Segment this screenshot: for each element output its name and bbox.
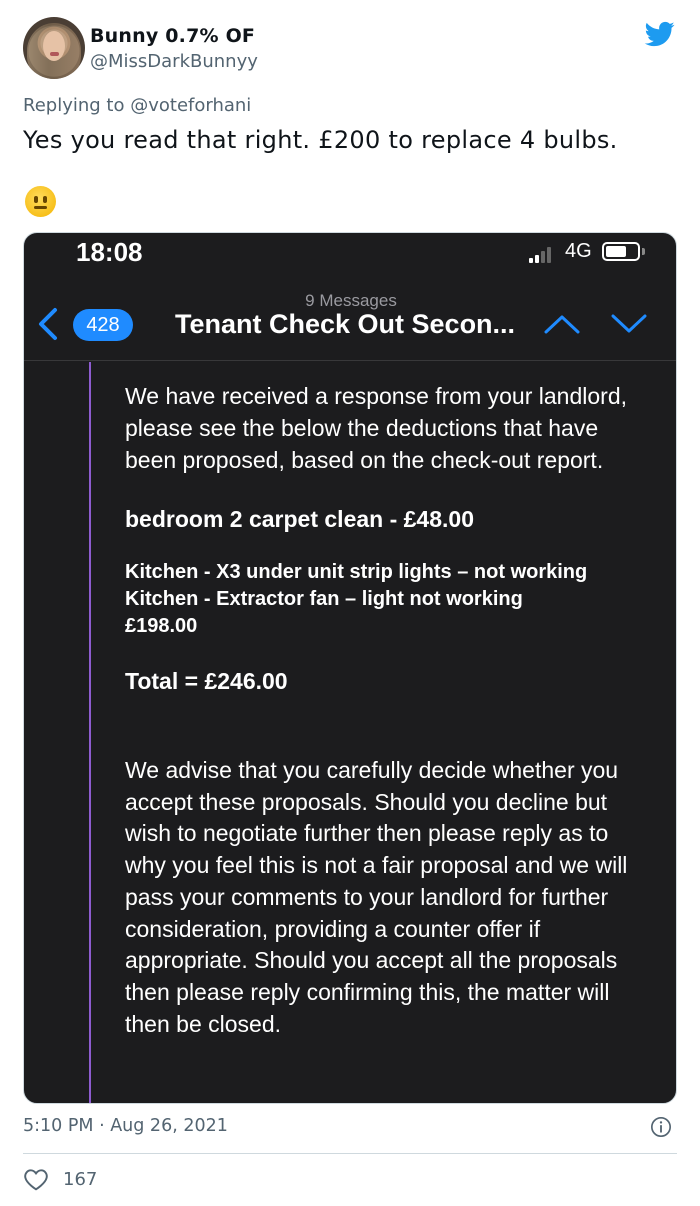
deduction-total: Total = £246.00 <box>125 668 288 694</box>
kitchen-deductions <box>125 559 655 640</box>
attached-screenshot[interactable] <box>23 232 677 1104</box>
twitter-bird-icon <box>643 19 677 49</box>
email-intro: We have received a response from your landlord, please see the below the deductions that have been proposed, based on the check-out report. <box>125 383 628 473</box>
author-handle[interactable]: @MissDarkBunnyy <box>90 51 258 72</box>
back-count-badge[interactable]: 428 <box>73 309 133 341</box>
mail-nav-bar <box>24 285 676 361</box>
tweet-timestamp[interactable]: 5:10 PM · Aug 26, 2021 <box>23 1116 228 1136</box>
tweet-header <box>23 17 683 81</box>
avatar[interactable] <box>23 17 85 79</box>
info-icon[interactable] <box>650 1116 672 1138</box>
replying-mention-link[interactable]: @voteforhani <box>130 95 252 116</box>
tweet-text: Yes you read that right. £200 to replace 4 bulbs. <box>23 126 618 154</box>
email-body <box>24 362 676 1104</box>
battery-icon <box>602 242 640 261</box>
author-name[interactable]: Bunny 0.7% OF <box>90 25 256 47</box>
email-subject: Tenant Check Out Secon... <box>175 309 516 339</box>
emoji-eye <box>34 196 38 203</box>
emoji-mouth <box>34 206 47 209</box>
divider <box>23 1153 677 1154</box>
neutral-face-emoji-icon <box>25 186 56 217</box>
chevron-down-icon[interactable] <box>610 313 648 335</box>
status-time: 18:08 <box>76 237 143 267</box>
avatar-face <box>43 31 65 61</box>
email-content <box>125 380 655 1040</box>
emoji-eye <box>43 196 47 203</box>
status-bar <box>24 233 676 277</box>
heart-icon <box>23 1167 49 1191</box>
replying-to <box>23 95 251 116</box>
like-button[interactable] <box>23 1166 97 1192</box>
signal-strength-icon <box>529 247 559 263</box>
message-count: 9 Messages <box>305 291 397 310</box>
network-type: 4G <box>565 240 592 262</box>
back-chevron-icon[interactable] <box>36 307 60 341</box>
like-count: 167 <box>63 1168 98 1190</box>
email-advice: We advise that you carefully decide whether you accept these proposals. Should you decline but wish to negotiate further then please reply as to why you feel this is not a fair proposal and we will pass your comments to your landlord for further consideration, providing a counter offer if appropriate. Should you accept all the proposals then please reply confirming this, the matter will then be closed. <box>125 757 628 1037</box>
kitchen-line-2: Kitchen - Extractor fan – light not working <box>125 588 523 610</box>
battery-tip <box>642 248 645 255</box>
replying-prefix: Replying to <box>23 95 125 116</box>
avatar-lips <box>50 52 59 56</box>
kitchen-line-1: Kitchen - X3 under unit strip lights – not working <box>125 561 588 583</box>
chevron-up-icon[interactable] <box>543 313 581 335</box>
kitchen-amount: £198.00 <box>125 615 198 637</box>
quote-bar <box>89 362 91 1104</box>
carpet-deduction: bedroom 2 carpet clean - £48.00 <box>125 506 474 532</box>
